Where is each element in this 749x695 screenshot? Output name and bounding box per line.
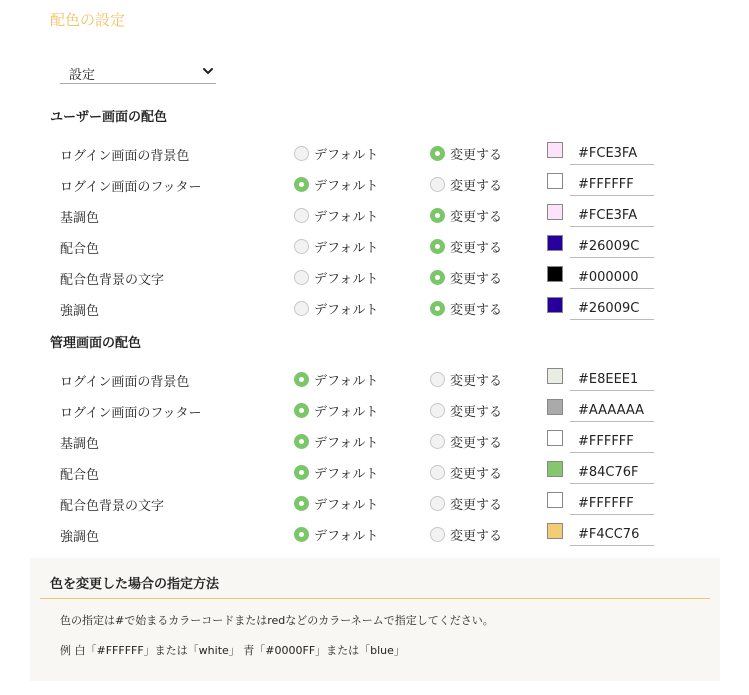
hex-color-input[interactable]: [570, 173, 654, 196]
help-line-1: 色の指定は#で始まるカラーコードまたはredなどのカラーネームで指定してください。: [60, 614, 494, 627]
change-radio-option[interactable]: [430, 144, 502, 162]
color-setting-label: 配合色: [60, 242, 100, 257]
default-radio-label: デフォルト: [314, 147, 379, 163]
color-swatch[interactable]: [547, 204, 563, 220]
change-radio[interactable]: [430, 177, 445, 192]
default-radio[interactable]: [294, 527, 309, 542]
hex-color-input[interactable]: [570, 430, 654, 453]
color-swatch[interactable]: [547, 173, 563, 189]
color-setting-label: 配合色: [60, 468, 100, 483]
hex-color-input[interactable]: [570, 492, 654, 515]
hex-color-value: #FFFFFF: [578, 177, 634, 192]
change-radio-label: 変更する: [450, 271, 503, 287]
change-radio-option[interactable]: [430, 237, 502, 255]
default-radio-label: デフォルト: [314, 209, 379, 225]
color-swatch[interactable]: [547, 368, 563, 384]
color-swatch[interactable]: [547, 523, 563, 539]
change-radio[interactable]: [430, 496, 445, 511]
color-setting-row: [0, 457, 749, 488]
user-section-heading: ユーザー画面の配色: [50, 110, 168, 125]
admin-section-heading: 管理画面の配色: [50, 336, 142, 351]
color-setting-row: [0, 488, 749, 519]
default-radio[interactable]: [294, 239, 309, 254]
change-radio[interactable]: [430, 301, 445, 316]
default-radio-option[interactable]: [294, 463, 378, 481]
hex-color-value: #FCE3FA: [578, 208, 638, 223]
color-swatch[interactable]: [547, 235, 563, 251]
help-line-2: 例 白「#FFFFFF」または「white」 青「#0000FF」または「blue」: [60, 644, 405, 657]
color-setting-label: ログイン画面のフッター: [60, 180, 202, 195]
change-radio[interactable]: [430, 527, 445, 542]
chevron-down-icon: [202, 65, 214, 77]
hex-color-value: #84C76F: [578, 465, 639, 480]
change-radio[interactable]: [430, 239, 445, 254]
default-radio-label: デフォルト: [314, 466, 379, 482]
default-radio[interactable]: [294, 301, 309, 316]
hex-color-input[interactable]: [570, 368, 654, 391]
color-setting-row: [0, 169, 749, 200]
hex-color-input[interactable]: [570, 461, 654, 484]
default-radio-option[interactable]: [294, 268, 378, 286]
default-radio-option[interactable]: [294, 144, 378, 162]
change-radio-option[interactable]: [430, 206, 502, 224]
default-radio-option[interactable]: [294, 206, 378, 224]
color-swatch[interactable]: [547, 142, 563, 158]
hex-color-value: #FCE3FA: [578, 146, 638, 161]
default-radio-label: デフォルト: [314, 435, 379, 451]
default-radio-label: デフォルト: [314, 240, 379, 256]
change-radio-option[interactable]: [430, 299, 502, 317]
change-radio-option[interactable]: [430, 401, 502, 419]
color-swatch[interactable]: [547, 266, 563, 282]
color-setting-row: [0, 426, 749, 457]
change-radio-label: 変更する: [450, 209, 503, 225]
help-title: 色を変更した場合の指定方法: [50, 577, 220, 592]
change-radio[interactable]: [430, 465, 445, 480]
color-setting-row: [0, 200, 749, 231]
settings-select[interactable]: [60, 60, 216, 84]
change-radio[interactable]: [430, 434, 445, 449]
default-radio-option[interactable]: [294, 401, 378, 419]
color-swatch[interactable]: [547, 461, 563, 477]
change-radio-label: 変更する: [450, 435, 503, 451]
hex-color-input[interactable]: [570, 142, 654, 165]
change-radio-option[interactable]: [430, 525, 502, 543]
color-setting-row: [0, 138, 749, 169]
change-radio-option[interactable]: [430, 494, 502, 512]
default-radio[interactable]: [294, 403, 309, 418]
hex-color-input[interactable]: [570, 235, 654, 258]
change-radio-option[interactable]: [430, 268, 502, 286]
change-radio-label: 変更する: [450, 466, 503, 482]
page-title: 配色の設定: [50, 11, 126, 29]
change-radio-option[interactable]: [430, 463, 502, 481]
default-radio[interactable]: [294, 146, 309, 161]
default-radio[interactable]: [294, 177, 309, 192]
change-radio-label: 変更する: [450, 302, 503, 318]
help-divider: [40, 598, 710, 599]
default-radio-label: デフォルト: [314, 302, 379, 318]
change-radio[interactable]: [430, 372, 445, 387]
change-radio-label: 変更する: [450, 528, 503, 544]
default-radio[interactable]: [294, 208, 309, 223]
default-radio-label: デフォルト: [314, 271, 379, 287]
change-radio[interactable]: [430, 403, 445, 418]
default-radio[interactable]: [294, 270, 309, 285]
default-radio-option[interactable]: [294, 525, 378, 543]
change-radio-label: 変更する: [450, 240, 503, 256]
color-setting-row: [0, 519, 749, 550]
hex-color-input[interactable]: [570, 204, 654, 227]
change-radio[interactable]: [430, 146, 445, 161]
hex-color-value: #FFFFFF: [578, 496, 634, 511]
hex-color-input[interactable]: [570, 523, 654, 546]
default-radio-label: デフォルト: [314, 497, 379, 513]
change-radio-label: 変更する: [450, 178, 503, 194]
change-radio-label: 変更する: [450, 404, 503, 420]
hex-color-value: #26009C: [578, 301, 640, 316]
hex-color-input[interactable]: [570, 297, 654, 320]
color-setting-label: 強調色: [60, 530, 100, 545]
color-setting-label: ログイン画面の背景色: [60, 375, 190, 390]
color-setting-label: 配合色背景の文字: [60, 499, 165, 514]
color-setting-row: [0, 364, 749, 395]
color-setting-label: 配合色背景の文字: [60, 273, 165, 288]
color-setting-row: [0, 395, 749, 426]
hex-color-value: #000000: [578, 270, 639, 285]
color-swatch[interactable]: [547, 492, 563, 508]
change-radio-label: 変更する: [450, 497, 503, 513]
change-radio-label: 変更する: [450, 373, 503, 389]
color-setting-label: 基調色: [60, 437, 100, 452]
color-setting-label: ログイン画面の背景色: [60, 149, 190, 164]
default-radio-label: デフォルト: [314, 404, 379, 420]
color-swatch[interactable]: [547, 430, 563, 446]
default-radio-option[interactable]: [294, 299, 378, 317]
default-radio[interactable]: [294, 465, 309, 480]
default-radio[interactable]: [294, 496, 309, 511]
default-radio-label: デフォルト: [314, 528, 379, 544]
change-radio-option[interactable]: [430, 370, 502, 388]
default-radio-option[interactable]: [294, 237, 378, 255]
hex-color-value: #FFFFFF: [578, 434, 634, 449]
default-radio-option[interactable]: [294, 494, 378, 512]
default-radio-label: デフォルト: [314, 178, 379, 194]
change-radio-option[interactable]: [430, 175, 502, 193]
color-setting-label: ログイン画面のフッター: [60, 406, 202, 421]
hex-color-value: #E8EEE1: [578, 372, 639, 387]
change-radio-label: 変更する: [450, 147, 503, 163]
settings-select-value: 設定: [69, 68, 96, 83]
hex-color-input[interactable]: [570, 266, 654, 289]
default-radio-option[interactable]: [294, 432, 378, 450]
default-radio-label: デフォルト: [314, 373, 379, 389]
default-radio[interactable]: [294, 434, 309, 449]
color-setting-row: [0, 262, 749, 293]
hex-color-value: #F4CC76: [578, 527, 640, 542]
color-swatch[interactable]: [547, 297, 563, 313]
change-radio-option[interactable]: [430, 432, 502, 450]
change-radio[interactable]: [430, 270, 445, 285]
change-radio[interactable]: [430, 208, 445, 223]
color-setting-row: [0, 231, 749, 262]
hex-color-value: #AAAAAA: [578, 403, 645, 418]
color-setting-label: 強調色: [60, 304, 100, 319]
default-radio-option[interactable]: [294, 370, 378, 388]
color-swatch[interactable]: [547, 399, 563, 415]
help-box: [30, 558, 720, 681]
hex-color-input[interactable]: [570, 399, 654, 422]
default-radio[interactable]: [294, 372, 309, 387]
hex-color-value: #26009C: [578, 239, 640, 254]
color-setting-row: [0, 293, 749, 324]
color-setting-label: 基調色: [60, 211, 100, 226]
default-radio-option[interactable]: [294, 175, 378, 193]
